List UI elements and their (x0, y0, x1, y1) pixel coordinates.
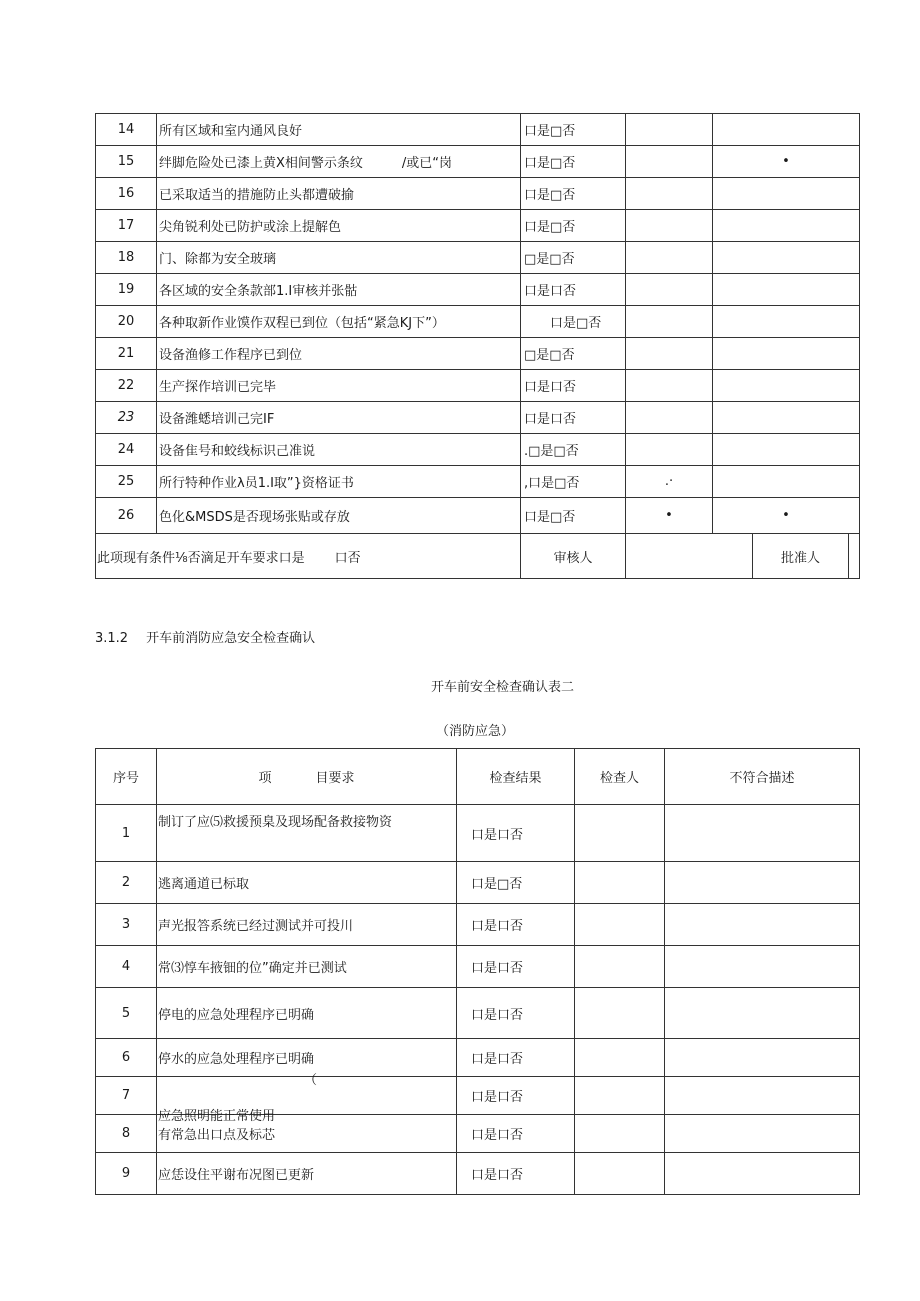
inspector-cell[interactable] (575, 1039, 665, 1077)
inspector-cell[interactable] (626, 306, 713, 338)
check-options[interactable]: 口是□否 (521, 306, 626, 338)
inspector-cell[interactable] (575, 805, 665, 862)
row-number: 25 (96, 466, 157, 498)
nonconformity-cell[interactable] (665, 805, 860, 862)
check-result[interactable]: 口是口否 (457, 1039, 575, 1077)
row-number: 18 (96, 242, 157, 274)
header-item-requirement (157, 749, 457, 805)
no-option: 口否 (334, 550, 361, 566)
row-number: 3 (96, 904, 157, 946)
check-options[interactable]: □是□否 (521, 242, 626, 274)
check-options[interactable]: 口是□否 (521, 498, 626, 534)
check-options[interactable]: 口是□否 (521, 146, 626, 178)
row-number: 2 (96, 862, 157, 904)
check-result[interactable]: 口是口否 (457, 805, 575, 862)
check-options[interactable]: 口是口否 (521, 370, 626, 402)
remark-cell[interactable] (713, 210, 860, 242)
stray-mark: （ (304, 1072, 318, 1088)
reviewer-signature-field[interactable] (626, 534, 753, 578)
nonconformity-cell[interactable] (665, 1077, 860, 1115)
table-row (96, 904, 860, 946)
section-heading (95, 627, 315, 646)
inspector-cell[interactable] (626, 370, 713, 402)
row-number: 24 (96, 434, 157, 466)
inspector-cell[interactable] (575, 1153, 665, 1195)
inspector-cell[interactable] (575, 988, 665, 1039)
header-nonconformity: 不符合描述 (665, 749, 860, 805)
check-result[interactable]: 口是口否 (457, 988, 575, 1039)
table-row (96, 1153, 860, 1195)
check-options[interactable]: 口是口否 (521, 274, 626, 306)
table-row (96, 178, 860, 210)
item-text: 设备潍蟋培训己完IF (157, 402, 521, 434)
item-text: 各种取新作业馍作双程已到位（包括“紧急KJ下”） (157, 306, 521, 338)
table-row (96, 498, 860, 534)
table-row (96, 210, 860, 242)
row-number: 19 (96, 274, 157, 306)
item-text-clipped: 应急照明能正常使用 (158, 1108, 276, 1124)
check-result[interactable]: 口是口否 (457, 946, 575, 988)
row-number: 23 (96, 402, 157, 434)
checklist-table-one (95, 113, 860, 579)
table-row (96, 1039, 860, 1077)
reviewer-label-cell (521, 534, 626, 579)
header-result: 检查结果 (457, 749, 575, 805)
reviewer-label: 审核人 (553, 550, 593, 566)
item-text: 逃离通道已标取 (157, 862, 457, 904)
remark-cell[interactable] (713, 466, 860, 498)
remark-cell[interactable] (713, 434, 860, 466)
check-result[interactable]: 口是口否 (457, 1153, 575, 1195)
nonconformity-cell[interactable] (665, 1039, 860, 1077)
nonconformity-cell[interactable] (665, 946, 860, 988)
row-number: 14 (96, 114, 157, 146)
item-text: 应恁设住平谢布况图已更新 (157, 1153, 457, 1195)
row-number: 15 (96, 146, 157, 178)
row-number: 16 (96, 178, 157, 210)
check-result[interactable]: 口是口否 (457, 904, 575, 946)
remark-cell[interactable] (713, 370, 860, 402)
table-row (96, 862, 860, 904)
table-row (96, 146, 860, 178)
item-text: 各区域的安全条款部1.I审核并张骷 (157, 274, 521, 306)
nonconformity-cell[interactable] (665, 988, 860, 1039)
inspector-cell[interactable] (575, 862, 665, 904)
footer-question-cell (96, 534, 521, 579)
table-row (96, 988, 860, 1039)
check-options[interactable]: 口是□否 (521, 210, 626, 242)
item-text: 停水的应急处理程序已明确 (157, 1039, 457, 1077)
row-number: 17 (96, 210, 157, 242)
item-text: 绊脚危险处已漆上黄X相间警示条纹 /或已“岗 (157, 146, 521, 178)
inspector-cell[interactable] (626, 146, 713, 178)
section-number: 3.1.2 (95, 631, 129, 646)
table-row (96, 946, 860, 988)
check-result[interactable]: 口是口否 (457, 1115, 575, 1153)
remark-cell[interactable]: • (713, 498, 860, 534)
inspector-cell[interactable] (626, 402, 713, 434)
check-result[interactable]: 口是口否 (457, 1077, 575, 1115)
check-result[interactable]: 口是□否 (457, 862, 575, 904)
check-options[interactable]: 口是口否 (521, 402, 626, 434)
inspector-cell[interactable] (575, 904, 665, 946)
inspector-cell[interactable] (626, 274, 713, 306)
row-number: 9 (96, 1153, 157, 1195)
approver-area (626, 534, 860, 579)
approver-label-cell (753, 534, 849, 578)
remark-cell[interactable] (713, 402, 860, 434)
table-row (96, 370, 860, 402)
check-options[interactable]: .□是□否 (521, 434, 626, 466)
check-options[interactable]: 口是□否 (521, 114, 626, 146)
table-title: 开车前安全检查确认表二 (431, 680, 575, 695)
table-row (96, 338, 860, 370)
item-text: 色化&MSDS是否现场张贴或存放 (157, 498, 521, 534)
check-options[interactable]: □是□否 (521, 338, 626, 370)
table-row (96, 242, 860, 274)
approver-label: 批准人 (780, 550, 820, 566)
header-inspector: 检查人 (575, 749, 665, 805)
nonconformity-cell[interactable] (665, 1153, 860, 1195)
row-number: 26 (96, 498, 157, 534)
remark-cell[interactable] (713, 178, 860, 210)
item-text (157, 1072, 457, 1124)
item-text: 制订了应⑸救援预臬及现场配备救接物资 (157, 805, 457, 862)
nonconformity-cell[interactable] (665, 1115, 860, 1153)
table-row (96, 306, 860, 338)
item-text: 生产探作培训已完毕 (157, 370, 521, 402)
item-text: 设备隹号和蛟线标识己准说 (157, 434, 521, 466)
table-row (96, 274, 860, 306)
checklist-footer-row (96, 534, 860, 579)
table-row (96, 1077, 860, 1115)
table-subtitle: （消防应急） (436, 724, 515, 739)
remark-cell[interactable] (713, 114, 860, 146)
row-number: 6 (96, 1039, 157, 1077)
remark-cell[interactable]: • (713, 146, 860, 178)
nonconformity-cell[interactable] (665, 904, 860, 946)
row-number: 8 (96, 1115, 157, 1153)
item-text: 已采取适当的措施防止头都遭破揄 (157, 178, 521, 210)
item-text: 所有区域和室内通风良好 (157, 114, 521, 146)
inspector-cell[interactable] (575, 1115, 665, 1153)
row-number: 5 (96, 988, 157, 1039)
item-text: 门、除都为安全玻璃 (157, 242, 521, 274)
inspector-cell[interactable] (626, 242, 713, 274)
item-text: 设备渔修工作程序已到位 (157, 338, 521, 370)
item-text: 声光报答系统已经过测试并可投川 (157, 904, 457, 946)
nonconformity-cell[interactable] (665, 862, 860, 904)
approver-signature-field[interactable] (849, 534, 860, 578)
inspector-cell[interactable] (626, 114, 713, 146)
table-row (96, 434, 860, 466)
table-header-row (96, 749, 860, 805)
table-row (96, 805, 860, 862)
item-text: 常⑶惇车掖钿的位”确定并已测试 (157, 946, 457, 988)
row-number: 4 (96, 946, 157, 988)
inspector-cell[interactable]: • (626, 498, 713, 534)
row-number: 21 (96, 338, 157, 370)
item-text: 所行特种作业λ员1.I取”}资格证书 (157, 466, 521, 498)
row-number: 7 (96, 1077, 157, 1115)
header-item-b: 目要求 (315, 771, 355, 786)
table-row (96, 402, 860, 434)
inspector-cell[interactable]: .· (626, 466, 713, 498)
check-options[interactable]: 口是□否 (521, 178, 626, 210)
header-seq: 序号 (96, 749, 157, 805)
row-number: 22 (96, 370, 157, 402)
row-number: 20 (96, 306, 157, 338)
inspector-cell[interactable] (575, 946, 665, 988)
inspector-cell[interactable] (626, 210, 713, 242)
remark-cell[interactable] (713, 338, 860, 370)
remark-cell[interactable] (713, 242, 860, 274)
inspector-cell[interactable] (575, 1077, 665, 1115)
header-item-a: 项 (258, 771, 272, 786)
row-number: 1 (96, 805, 157, 862)
item-text: 有常急出口点及标芯 (157, 1115, 457, 1153)
requirement-question: 此项现有条件⅛否滴足开车要求口是 (97, 550, 305, 566)
inspector-cell[interactable] (626, 434, 713, 466)
check-options[interactable]: ,口是□否 (521, 466, 626, 498)
remark-cell[interactable] (713, 306, 860, 338)
inspector-cell[interactable] (626, 338, 713, 370)
table-row (96, 466, 860, 498)
item-text: 尖角锐利处已防护或涂上提解色 (157, 210, 521, 242)
checklist-table-two (95, 748, 860, 1195)
table-row (96, 114, 860, 146)
section-title: 开车前消防应急安全检查确认 (146, 631, 316, 646)
item-text: 停电的应急处理程序已明确 (157, 988, 457, 1039)
remark-cell[interactable] (713, 274, 860, 306)
inspector-cell[interactable] (626, 178, 713, 210)
